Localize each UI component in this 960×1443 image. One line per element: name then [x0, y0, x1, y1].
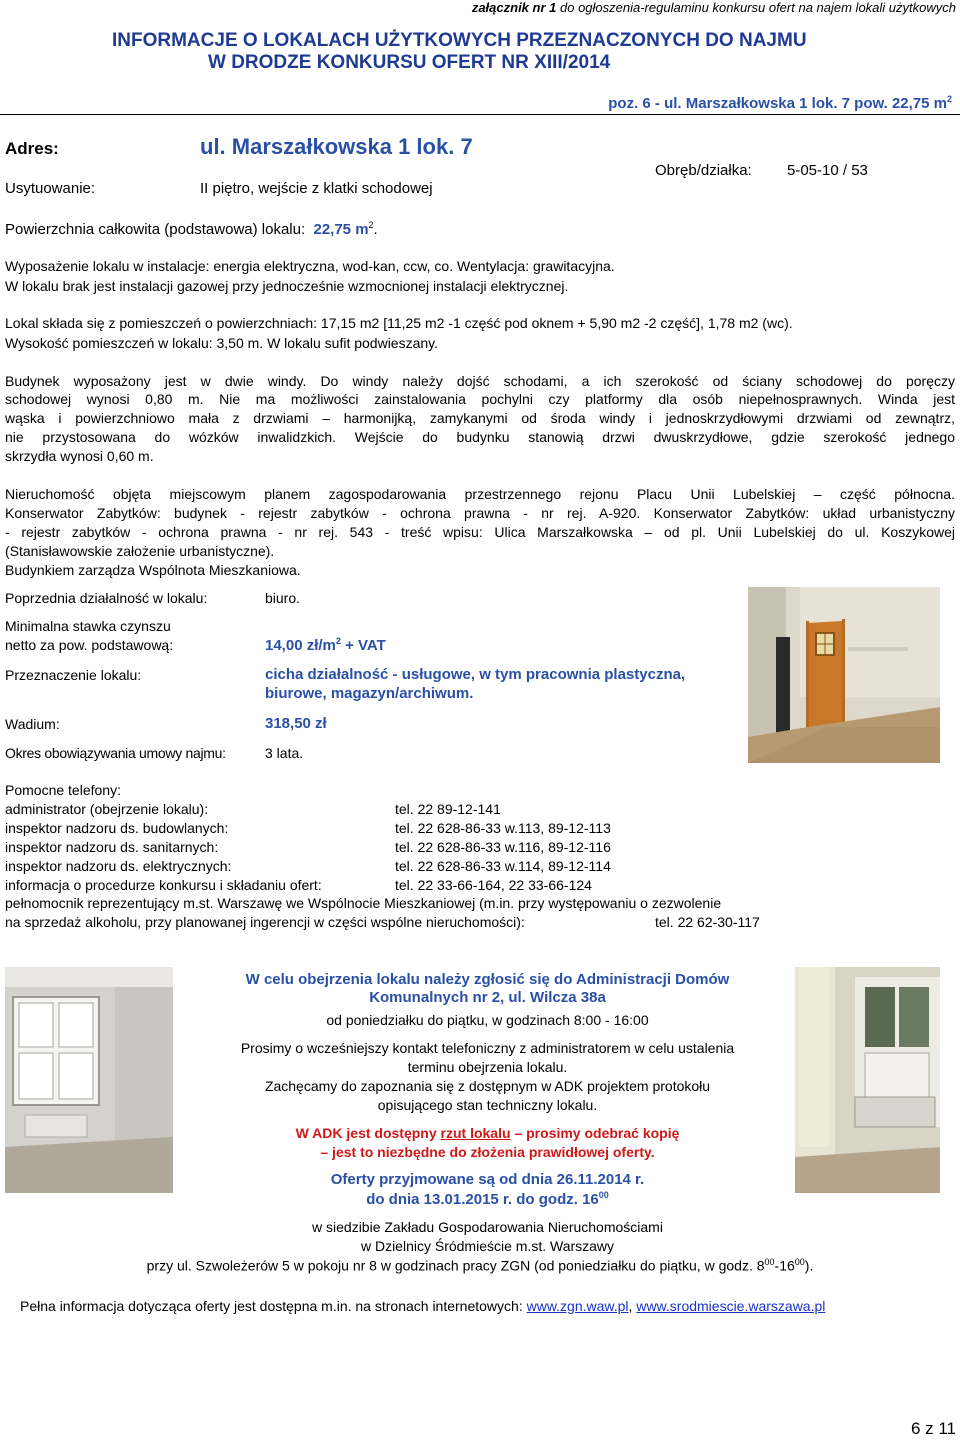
- rent-vat: + VAT: [345, 637, 386, 654]
- term-value: 3 lata.: [265, 745, 304, 761]
- footer-info-text: Pełna informacja dotycząca oferty jest dostępna m.in. na stronach internetowych:: [20, 1298, 523, 1314]
- protocol-line-2: opisującego stan techniczny lokalu.: [377, 1097, 598, 1113]
- room-photo-window-right-image: [795, 967, 940, 1193]
- phone-label: informacja o procedurze konkursu i składaniu ofert:: [5, 877, 322, 893]
- rent-label-1: Minimalna stawka czynszu: [5, 618, 171, 634]
- proxy-tel: tel. 22 62-30-117: [655, 914, 760, 930]
- area-line: [5, 220, 378, 238]
- seat-line-1: w siedzibie Zakładu Gospodarowania Nieruchomościami: [312, 1219, 663, 1235]
- annex-bold: załącznik nr 1: [471, 0, 557, 15]
- equipment-line-2: W lokalu brak jest instalacji gazowej przy jednocześnie wzmocnionej instalacji elektrycznej.: [5, 278, 569, 294]
- phone-value: tel. 22 628-86-33 w.116, 89-12-116: [395, 839, 611, 855]
- plot-label: Obręb/działka:: [655, 162, 752, 179]
- building-line-5: skrzydła wynosi 0,60 m.: [5, 448, 154, 464]
- adk-line-2: – jest to niezbędne do złożenia prawidłowej oferty.: [320, 1144, 655, 1160]
- title-line-1: INFORMACJE O LOKALACH UŻYTKOWYCH PRZEZNACZONYCH DO NAJMU: [112, 30, 807, 51]
- room-photo-door-image: [748, 587, 940, 763]
- room-hours-post: ).: [804, 1257, 814, 1274]
- contact-line-2: terminu obejrzenia lokalu.: [407, 1059, 568, 1075]
- rooms-line-1: Lokal składa się z pomieszczeń o powierzchniach: 17,15 m2 [11,25 m2 -1 część pod oknem + 5,90 m2 -2 część], 1,78 m2 (wc).: [5, 315, 793, 331]
- phone-label: administrator (obejrzenie lokalu):: [5, 801, 209, 817]
- annex-note: [472, 0, 956, 15]
- address-label: Adres:: [5, 139, 59, 158]
- phone-value: tel. 22 628-86-33 w.114, 89-12-114: [395, 858, 611, 874]
- deposit-value: 318,50 zł: [265, 715, 327, 732]
- building-line-2: schodowej wynosi 0,80 m. Nie ma możliwości zainstalowania pochylni czy platformy dla osób niepełnosprawnych. Winda jest: [5, 391, 955, 407]
- title-line-2: W DRODZE KONKURSU OFERT NR XIII/2014: [208, 52, 611, 73]
- visit-block: [180, 971, 795, 1006]
- room-hours-line: [0, 1257, 960, 1274]
- prev-activity-label: Poprzednia działalność w lokalu:: [5, 590, 208, 606]
- purpose-label: Przeznaczenie lokalu:: [5, 667, 142, 683]
- offers-deadline: do dnia 13.01.2015 r. do godz. 16: [366, 1191, 599, 1208]
- prev-activity-value: biuro.: [265, 590, 301, 606]
- room-photo-door: [748, 587, 940, 763]
- room-hours-sup2: 00: [794, 1257, 805, 1267]
- plan-line-4: (Stanisławowskie założenie urbanistyczne).: [5, 543, 275, 559]
- room-photo-window-left-image: [5, 967, 173, 1193]
- rent-value: 14,00 zł/m: [265, 637, 336, 654]
- area-sup: 2: [368, 220, 374, 230]
- adk-line-1: [180, 1125, 795, 1141]
- protocol-line-1: Zachęcamy do zapoznania się z dostępnym w ADK projektem protokołu: [264, 1078, 711, 1094]
- building-line-4: nie przystosowana do wózków inwalidzkich. Wejście do budynku stanowią drzwi dwuskrzydłowe, gdzie szerokość jednego: [5, 429, 955, 445]
- phone-value: tel. 22 89-12-141: [395, 801, 501, 817]
- annex-rest: do ogłoszenia-regulaminu konkursu ofert na najem lokali użytkowych: [560, 0, 956, 15]
- zgn-link[interactable]: www.zgn.waw.pl: [526, 1298, 629, 1314]
- plan-line-1: Nieruchomość objęta miejscowym planem zagospodarowania przestrzennego rejonu Placu Unii Lubelskiej – część północna.: [5, 486, 955, 502]
- contact-line-1: Prosimy o wcześniejszy kontakt telefoniczny z administratorem w celu ustalenia: [240, 1040, 735, 1056]
- phone-label: inspektor nadzoru ds. budowlanych:: [5, 820, 229, 836]
- building-line-1: Budynek wyposażony jest w dwie windy. Do windy należy dojść schodami, a ich szerokość od ściany schodowej do poręczy: [5, 373, 955, 389]
- room-hours-pre: przy ul. Szwoleżerów 5 w pokoju nr 8 w godzinach pracy ZGN (od poniedziałku do piątku, w godz. 8: [146, 1257, 765, 1274]
- seat-line-2: w Dzielnicy Śródmieście m.st. Warszawy: [360, 1238, 615, 1254]
- position-sup: 2: [946, 94, 952, 104]
- position-line: [608, 94, 952, 112]
- proxy-line-1: pełnomocnik reprezentujący m.st. Warszawę we Wspólnocie Mieszkaniowej (m.in. przy występowaniu o zezwolenie: [5, 895, 722, 911]
- room-hours-mid: -16: [774, 1257, 795, 1274]
- phone-value: tel. 22 33-66-164, 22 33-66-124: [395, 877, 592, 893]
- offers-line-2: [180, 1190, 795, 1208]
- visit-line-1: W celu obejrzenia lokalu należy zgłosić się do Administracji Domów: [245, 971, 730, 988]
- header-divider: [0, 114, 960, 115]
- rooms-line-2: Wysokość pomieszczeń w lokalu: 3,50 m. W lokalu sufit podwieszany.: [5, 335, 439, 351]
- address-value: ul. Marszałkowska 1 lok. 7: [200, 134, 473, 159]
- page-number: 6 z 11: [910, 1419, 956, 1438]
- building-line-3: wąska i powierzchniowo mała z drzwiami – harmonijką, zamykanymi od środa windy i jednoskrzydłowymi drzwiami od zewnątrz,: [5, 410, 955, 426]
- footer-info: [20, 1298, 825, 1314]
- term-label: Okres obowiązywania umowy najmu:: [5, 745, 226, 761]
- offers-line-1: Oferty przyjmowane są od dnia 26.11.2014 r.: [330, 1171, 645, 1188]
- deposit-label: Wadium:: [5, 716, 60, 732]
- adk-pre: W ADK jest dostępny: [295, 1125, 437, 1141]
- plot-value: 5-05-10 / 53: [787, 162, 868, 179]
- proxy-line-2: na sprzedaż alkoholu, przy planowanej ingerencji w części wspólne nieruchomości):: [5, 914, 525, 930]
- floor-plan-link[interactable]: rzut lokalu: [440, 1125, 511, 1141]
- location-value: II piętro, wejście z klatki schodowej: [200, 180, 433, 197]
- plan-line-2: Konserwator Zabytków: budynek - rejestr zabytków - ochrona prawna - nr rej. A-920. Konserwator Zabytków: układ urbanistyczny: [5, 505, 955, 521]
- purpose-value-1: cicha działalność - usługowe, w tym pracownia plastyczna,: [265, 666, 686, 683]
- area-label: Powierzchnia całkowita (podstawowa) lokalu:: [5, 221, 306, 238]
- offers-sup: 00: [598, 1190, 609, 1200]
- plan-line-3: - rejestr zabytków - ochrona prawna - nr rej. 543 - treść wpisu: Ulica Marszałkowska – od pl. Unii Lubelskiej do ul. Koszykowej: [5, 524, 955, 540]
- rent-sup: 2: [335, 636, 341, 646]
- adk-post: – prosimy odebrać kopię: [514, 1125, 680, 1141]
- room-photo-window-left: [5, 967, 173, 1193]
- location-label: Usytuowanie:: [5, 180, 96, 197]
- phone-label: inspektor nadzoru ds. elektrycznych:: [5, 858, 232, 874]
- rent-value-line: [265, 636, 386, 654]
- visit-line-2: Komunalnych nr 2, ul. Wilcza 38a: [369, 989, 606, 1006]
- plan-line-5: Budynkiem zarządza Wspólnota Mieszkaniowa.: [5, 562, 301, 578]
- phone-label: inspektor nadzoru ds. sanitarnych:: [5, 839, 219, 855]
- room-photo-window-right: [795, 967, 940, 1193]
- area-value: 22,75 m: [313, 221, 369, 238]
- footer-sep: ,: [628, 1298, 633, 1314]
- srodmiescie-link[interactable]: www.srodmiescie.warszawa.pl: [636, 1298, 826, 1314]
- phone-value: tel. 22 628-86-33 w.113, 89-12-113: [395, 820, 611, 836]
- equipment-line-1: Wyposażenie lokalu w instalacje: energia elektryczna, wod-kan, ccw, co. Wentylacja: grawitacyjna.: [5, 258, 615, 274]
- phones-heading: Pomocne telefony:: [5, 782, 121, 798]
- hours: od poniedziałku do piątku, w godzinach 8:00 - 16:00: [326, 1012, 649, 1028]
- room-hours-sup1: 00: [764, 1257, 775, 1267]
- position-text: poz. 6 - ul. Marszałkowska 1 lok. 7 pow. 22,75 m: [608, 95, 947, 112]
- rent-label-2: netto za pow. podstawową:: [5, 637, 174, 653]
- purpose-value-2: biurowe, magazyn/archiwum.: [265, 685, 474, 702]
- area-dot: .: [373, 221, 378, 238]
